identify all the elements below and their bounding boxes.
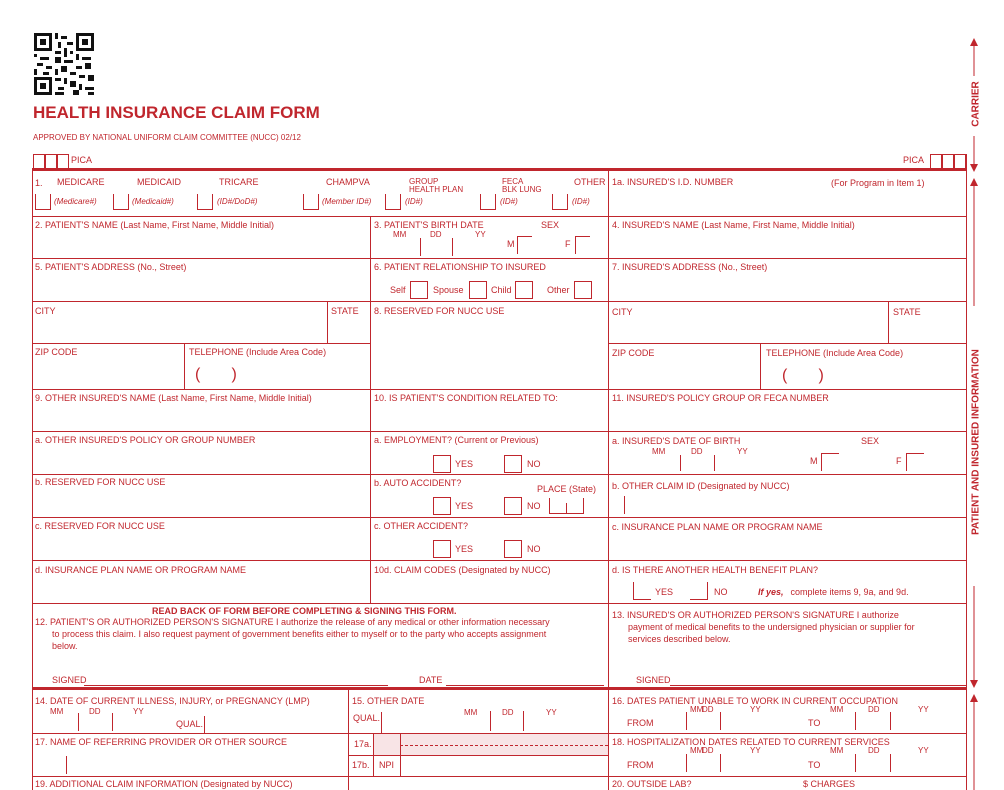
column-line-15	[348, 690, 349, 790]
health-plan-label: HEALTH PLAN	[409, 185, 464, 194]
other-checkbox[interactable]	[552, 194, 568, 210]
patient-date-label: DATE	[419, 675, 443, 685]
read-back-notice: READ BACK OF FORM BEFORE COMPLETING & SIGNING THIS FORM.	[152, 606, 457, 616]
row-line-6	[32, 431, 967, 432]
medicare-id-label: (Medicare#)	[54, 197, 97, 206]
insured-telephone-input[interactable]	[766, 360, 962, 386]
insurance-plan-name-input[interactable]	[612, 536, 962, 558]
patient-state-label: STATE	[331, 306, 359, 316]
item16-from-yy: YY	[750, 705, 761, 714]
other-plan-yes-label: YES	[655, 587, 674, 597]
item11a-date-tick-2	[714, 455, 715, 471]
patient-signature-date-input[interactable]	[446, 665, 604, 685]
other-accident-yes-label: YES	[455, 544, 474, 554]
item18-from-yy: YY	[750, 746, 761, 755]
item16-to-mm: MM	[830, 705, 844, 714]
item17b-label: 17b.	[352, 760, 370, 770]
row-line-4b	[608, 343, 967, 344]
auto-accident-state-tick	[566, 503, 567, 514]
patient-address-input[interactable]	[35, 276, 367, 298]
other-accident-yes-checkbox[interactable]	[433, 540, 451, 558]
pica-left-box-2[interactable]	[45, 154, 57, 168]
state-divider-right	[888, 301, 889, 343]
pica-right-box-3[interactable]	[954, 154, 966, 168]
patient-insured-side-label: PATIENT AND INSURED INFORMATION	[970, 349, 982, 535]
relationship-child-label: Child	[491, 285, 512, 295]
patient-sex-f-checkbox[interactable]	[575, 236, 590, 254]
relationship-child-checkbox[interactable]	[515, 281, 533, 299]
relationship-spouse-checkbox[interactable]	[469, 281, 487, 299]
medicaid-id-label: (Medicaid#)	[132, 197, 174, 206]
item15-mm: MM	[464, 708, 478, 717]
physician-bracket	[966, 694, 982, 790]
auto-accident-yes-checkbox[interactable]	[433, 497, 451, 515]
item15-yy: YY	[546, 708, 557, 717]
other-id-label: (ID#)	[572, 197, 590, 206]
nucc-reserved-9b-input[interactable]	[35, 491, 367, 513]
patient-sex-m-checkbox[interactable]	[517, 236, 532, 254]
row-line-4a	[32, 343, 371, 344]
row-line-3	[32, 301, 967, 302]
other-plan-yes-checkbox[interactable]	[633, 582, 651, 600]
item13-text-line1: 13. INSURED'S OR AUTHORIZED PERSON'S SIGNATURE I authorize	[612, 610, 899, 620]
item11a-mm: MM	[652, 447, 666, 456]
row-line-8	[32, 517, 967, 518]
row-line-2	[32, 258, 967, 259]
other-plan-no-label: NO	[714, 587, 728, 597]
insured-zip-label: ZIP CODE	[612, 348, 655, 358]
item16-label: 16. DATES PATIENT UNABLE TO WORK IN CURRENT OCCUPATION	[612, 696, 899, 706]
item10b-label: b. AUTO ACCIDENT?	[374, 478, 462, 488]
column-line-2	[608, 171, 609, 790]
patient-city-input[interactable]	[35, 318, 323, 340]
relationship-self-checkbox[interactable]	[410, 281, 428, 299]
item3-yy: YY	[475, 230, 486, 239]
relationship-other-checkbox[interactable]	[574, 281, 592, 299]
insured-address-input[interactable]	[612, 276, 962, 298]
item18-to-yy: YY	[918, 746, 929, 755]
telephone-divider-left	[184, 343, 185, 389]
column-line-1	[370, 216, 371, 603]
item16-to-dd: DD	[868, 705, 880, 714]
section-divider	[32, 687, 967, 690]
item3-m: M	[507, 239, 515, 249]
item3-label: 3. PATIENT'S BIRTH DATE	[374, 220, 484, 230]
state-divider-left	[327, 301, 328, 343]
insured-city-label: CITY	[612, 307, 633, 317]
other-accident-no-checkbox[interactable]	[504, 540, 522, 558]
insured-id-input[interactable]	[612, 192, 962, 214]
row-line-10	[32, 603, 967, 604]
item11d-label: d. IS THERE ANOTHER HEALTH BENEFIT PLAN?	[612, 565, 819, 575]
insured-policy-group-input[interactable]	[612, 407, 962, 429]
item18-to-dd: DD	[868, 746, 880, 755]
item6-label: 6. PATIENT RELATIONSHIP TO INSURED	[374, 262, 546, 272]
item14-yy: YY	[133, 707, 144, 716]
row-line-9	[32, 560, 967, 561]
item16-from-dd: DD	[702, 705, 714, 714]
row-line-5	[32, 389, 967, 390]
insured-state-label: STATE	[893, 307, 921, 317]
item3-mm: MM	[393, 230, 407, 239]
item20-label: 20. OUTSIDE LAB?	[612, 779, 692, 789]
patient-state-input[interactable]	[331, 318, 367, 340]
item11-label: 11. INSURED'S POLICY GROUP OR FECA NUMBER	[612, 393, 829, 403]
item14-dd: DD	[89, 707, 101, 716]
item11a-date-tick-1	[680, 455, 681, 471]
champva-checkbox[interactable]	[303, 194, 319, 210]
item10c-label: c. OTHER ACCIDENT?	[374, 521, 469, 531]
item9c-label: c. RESERVED FOR NUCC USE	[35, 521, 165, 531]
nucc-reserved-8-input[interactable]	[374, 320, 604, 386]
patient-zip-input[interactable]	[35, 360, 180, 386]
champva-id-label: (Member ID#)	[322, 197, 372, 206]
other-insured-name-input[interactable]	[35, 407, 367, 429]
item16-to-label: TO	[808, 718, 821, 728]
item20-charges-label: $ CHARGES	[803, 779, 856, 789]
insured-name-input[interactable]	[612, 234, 962, 256]
form-left-border	[32, 170, 33, 790]
unable-work-from-input[interactable]	[660, 712, 790, 732]
item2-label: 2. PATIENT'S NAME (Last Name, First Name, Middle Initial)	[35, 220, 274, 230]
medicaid-label: MEDICAID	[137, 177, 182, 187]
other-insurance-plan-input[interactable]	[35, 579, 367, 601]
employment-yes-label: YES	[455, 459, 474, 469]
row-line-7	[32, 474, 967, 475]
item4-label: 4. INSURED'S NAME (Last Name, First Name, Middle Initial)	[612, 220, 855, 230]
employment-no-checkbox[interactable]	[504, 455, 522, 473]
item9b-label: b. RESERVED FOR NUCC USE	[35, 477, 166, 487]
item9d-label: d. INSURANCE PLAN NAME OR PROGRAM NAME	[35, 565, 247, 575]
patient-name-input[interactable]	[35, 234, 367, 256]
row-line-13	[32, 776, 967, 777]
if-yes-instructions: complete items 9, 9a, and 9d.	[788, 587, 909, 597]
other-date-input[interactable]	[384, 712, 604, 732]
hospitalization-from-input[interactable]	[660, 754, 790, 774]
insured-state-input[interactable]	[893, 318, 963, 340]
tricare-id-label: (ID#/DoD#)	[217, 197, 258, 206]
item14-qual-label: QUAL.	[176, 719, 204, 729]
item9a-label: a. OTHER INSURED'S POLICY OR GROUP NUMBER	[35, 435, 256, 445]
item19-label: 19. ADDITIONAL CLAIM INFORMATION (Designated by NUCC)	[35, 779, 293, 789]
item10d-label: 10d. CLAIM CODES (Designated by NUCC)	[374, 565, 551, 575]
item11a-label: a. INSURED'S DATE OF BIRTH	[612, 436, 741, 446]
patient-signature-line	[84, 685, 388, 686]
item15-label: 15. OTHER DATE	[352, 696, 425, 706]
item11b-label: b. OTHER CLAIM ID (Designated by NUCC)	[612, 481, 790, 491]
qr-code-icon	[34, 33, 94, 95]
item3-f: F	[565, 239, 571, 249]
item12-text-line1: 12. PATIENT'S OR AUTHORIZED PERSON'S SIGNATURE I authorize the release of any medical or other information necessary	[35, 617, 550, 627]
insured-telephone-parens: ( )	[782, 367, 824, 384]
insured-signed-label: SIGNED	[636, 675, 671, 685]
relationship-other-label: Other	[547, 285, 570, 295]
item18-from-dd: DD	[702, 746, 714, 755]
item17b-npi-divider	[400, 756, 401, 776]
auto-accident-no-label: NO	[527, 501, 541, 511]
pica-left-label: PICA	[71, 155, 93, 165]
other-label: OTHER	[574, 177, 606, 187]
group-checkbox[interactable]	[385, 194, 401, 210]
item17a-label: 17a.	[354, 739, 372, 749]
item9-label: 9. OTHER INSURED'S NAME (Last Name, First Name, Middle Initial)	[35, 393, 312, 403]
item10a-label: a. EMPLOYMENT? (Current or Previous)	[374, 435, 539, 445]
item1a-note: (For Program in Item 1)	[831, 178, 925, 188]
item15-qual-label: QUAL.	[353, 713, 381, 723]
item10b-place-label: PLACE (State)	[537, 484, 597, 494]
item16-from-label: FROM	[627, 718, 654, 728]
item8-label: 8. RESERVED FOR NUCC USE	[374, 306, 505, 316]
auto-accident-yes-label: YES	[455, 501, 474, 511]
item13-text-line3: services described below.	[628, 634, 731, 644]
group-label: GROUP	[409, 177, 439, 186]
item5-label: 5. PATIENT'S ADDRESS (No., Street)	[35, 262, 187, 272]
blk-lung-label: BLK LUNG	[502, 185, 542, 194]
patient-signed-label: SIGNED	[52, 675, 87, 685]
form-top-border	[32, 168, 967, 171]
item16-to-yy: YY	[918, 705, 929, 714]
item17-label: 17. NAME OF REFERRING PROVIDER OR OTHER SOURCE	[35, 737, 288, 747]
medicare-label: MEDICARE	[57, 177, 105, 187]
item18-label: 18. HOSPITALIZATION DATES RELATED TO CURRENT SERVICES	[612, 737, 890, 747]
carrier-side-label: CARRIER	[970, 81, 982, 127]
item1a-label: 1a. INSURED'S I.D. NUMBER	[612, 177, 734, 187]
insured-sex-f-checkbox[interactable]	[906, 453, 924, 471]
medicare-checkbox[interactable]	[35, 194, 51, 210]
item11a-m: M	[810, 456, 818, 466]
item17a-dashed-line	[400, 745, 608, 746]
tricare-label: TRICARE	[219, 177, 259, 187]
auto-accident-no-checkbox[interactable]	[504, 497, 522, 515]
item11a-f: F	[896, 456, 902, 466]
form-title: HEALTH INSURANCE CLAIM FORM	[33, 103, 320, 122]
claim-codes-input[interactable]	[374, 579, 604, 601]
referring-provider-input[interactable]	[35, 751, 345, 774]
insured-sex-m-checkbox[interactable]	[821, 453, 839, 471]
pica-right-box-2[interactable]	[942, 154, 954, 168]
champva-label: CHAMPVA	[326, 177, 370, 187]
item18-to-label: TO	[808, 760, 821, 770]
item3-dd: DD	[430, 230, 442, 239]
pica-right-box-1[interactable]	[930, 154, 942, 168]
item3-date-tick-1	[420, 238, 421, 256]
item10-label: 10. IS PATIENT'S CONDITION RELATED TO:	[374, 393, 558, 403]
item18-from-mm: MM	[690, 746, 704, 755]
item14-label: 14. DATE OF CURRENT ILLNESS, INJURY, or PREGNANCY (LMP)	[35, 696, 310, 706]
row-line-1	[32, 216, 967, 217]
item12-text-line2: to process this claim. I also request payment of government benefits either to myself or to the party who accepts assignment	[52, 629, 547, 639]
item15-qual-divider	[381, 712, 382, 733]
item15-dd: DD	[502, 708, 514, 717]
tricare-checkbox[interactable]	[197, 194, 213, 210]
item11a-sex: SEX	[861, 436, 880, 446]
insured-city-input[interactable]	[612, 318, 884, 340]
item3-date-tick-2	[452, 238, 453, 256]
item11b-tick	[624, 496, 625, 514]
relationship-self-label: Self	[390, 285, 406, 295]
insured-zip-input[interactable]	[612, 360, 757, 386]
item11a-yy: YY	[737, 447, 748, 456]
relationship-spouse-label: Spouse	[433, 285, 464, 295]
if-yes-label: If yes,	[758, 587, 784, 597]
item17b-npi-label: NPI	[379, 760, 395, 770]
other-insured-policy-input[interactable]	[35, 449, 367, 471]
patient-city-label: CITY	[35, 306, 56, 316]
patient-telephone-input[interactable]	[189, 360, 367, 386]
telephone-divider-right	[760, 343, 761, 389]
pica-left-box-1[interactable]	[33, 154, 45, 168]
other-claim-id-input[interactable]	[630, 494, 962, 514]
nucc-reserved-9c-input[interactable]	[35, 535, 367, 557]
other-plan-no-checkbox[interactable]	[690, 582, 708, 600]
medicaid-checkbox[interactable]	[113, 194, 129, 210]
item3-sex: SEX	[541, 220, 560, 230]
insured-telephone-label: TELEPHONE (Include Area Code)	[766, 348, 904, 358]
patient-telephone-parens: ( )	[195, 366, 237, 383]
item18-to-mm: MM	[830, 746, 844, 755]
group-id-label: (ID#)	[405, 197, 423, 206]
item11c-label: c. INSURANCE PLAN NAME OR PROGRAM NAME	[612, 522, 823, 532]
current-illness-date-input[interactable]	[35, 713, 345, 731]
patient-telephone-label: TELEPHONE (Include Area Code)	[189, 347, 327, 357]
hospitalization-to-input[interactable]	[825, 754, 963, 774]
other-accident-no-label: NO	[527, 544, 541, 554]
pica-left-box-3[interactable]	[57, 154, 69, 168]
employment-yes-checkbox[interactable]	[433, 455, 451, 473]
item14-mm: MM	[50, 707, 64, 716]
item13-text-line2: payment of medical benefits to the undersigned physician or supplier for	[628, 622, 915, 632]
item11a-dd: DD	[691, 447, 703, 456]
patient-date-line	[446, 685, 604, 686]
insured-signature-input[interactable]	[670, 665, 966, 685]
approved-text: APPROVED BY NATIONAL UNIFORM CLAIM COMMITTEE (NUCC) 02/12	[33, 133, 301, 142]
unable-work-to-input[interactable]	[825, 712, 963, 732]
insured-signature-line	[670, 685, 966, 686]
feca-checkbox[interactable]	[480, 194, 496, 210]
referring-npi-input[interactable]	[402, 756, 606, 775]
item18-from-label: FROM	[627, 760, 654, 770]
item12-text-line3: below.	[52, 641, 78, 651]
feca-id-label: (ID#)	[500, 197, 518, 206]
patient-signature-input[interactable]	[84, 665, 388, 685]
item7-label: 7. INSURED'S ADDRESS (No., Street)	[612, 262, 768, 272]
pica-right-label: PICA	[903, 155, 925, 165]
item1-number: 1.	[35, 178, 43, 188]
feca-label: FECA	[502, 177, 524, 186]
item16-from-mm: MM	[690, 705, 704, 714]
employment-no-label: NO	[527, 459, 541, 469]
patient-zip-label: ZIP CODE	[35, 347, 78, 357]
